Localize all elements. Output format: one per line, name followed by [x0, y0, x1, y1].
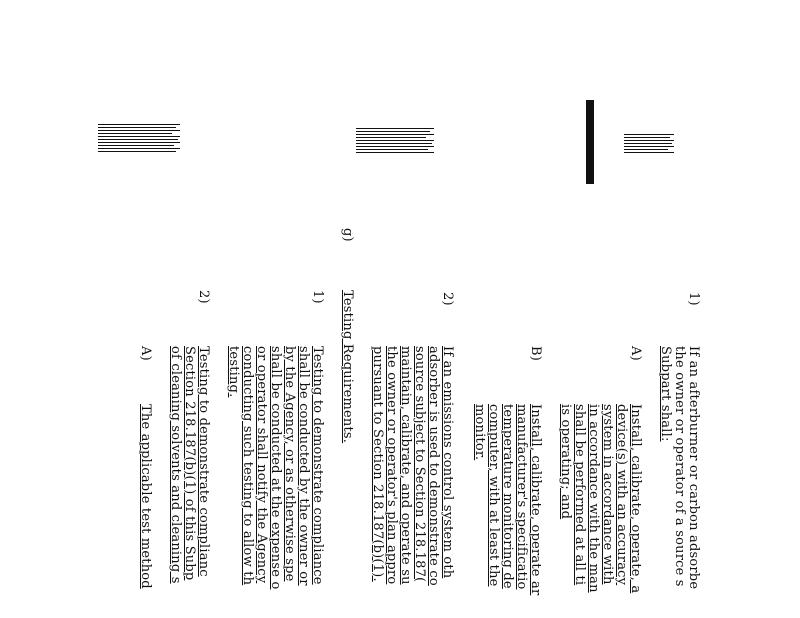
- p2-line-3: source subject to Section 218.187(: [412, 346, 427, 583]
- t1-line-2: shall be conducted by the owner or: [296, 346, 311, 586]
- pa-line-1: Install, calibrate, operate, a: [628, 404, 643, 594]
- pb-line-4: computer, with at least the: [486, 404, 501, 587]
- p2-line-5: the owner or operator's plan appro: [384, 346, 399, 585]
- label-item-a-testing: A): [138, 346, 153, 361]
- pa-line-5: shall be performed at all ti: [572, 404, 587, 586]
- t1-line-1: Testing to demonstrate compliance: [310, 346, 325, 585]
- t1-line-4: shall be conducted at the expense o: [268, 346, 283, 590]
- t2-line-1: Testing to demonstrate complianc: [196, 346, 211, 577]
- pa-line-4: in accordance with the man: [586, 404, 601, 593]
- p2-line-1: If an emissions control system oth: [440, 346, 455, 579]
- label-item-1-testing: 1): [310, 290, 325, 304]
- margin-tick-group-middle: [356, 128, 434, 155]
- pb-line-2: manufacturer's specificatio: [514, 404, 529, 590]
- pb-line-5: monitor.: [472, 404, 487, 461]
- t2-line-2: Section 218.187(b)(1) of this Subp: [182, 346, 197, 581]
- label-item-2-testing: 2): [196, 290, 211, 304]
- margin-bar-mark: [586, 100, 594, 184]
- margin-tick-group-right: [624, 134, 674, 155]
- section-g-heading: Testing Requirements.: [340, 290, 355, 444]
- pa-line-2: device(s) with an accuracy: [614, 404, 629, 586]
- p1-line-2: the owner or operator of a source s: [672, 346, 687, 587]
- t1-line-5: or operator shall notify the Agency: [254, 346, 269, 584]
- pa-line-3: system in accordance with: [600, 404, 615, 585]
- label-item-2-top: 2): [440, 292, 455, 306]
- label-item-b-top: B): [528, 346, 543, 362]
- pb-line-1: Install, calibrate, operate ar: [528, 404, 543, 596]
- p1-line-1: If an afterburner or carbon adsorbe: [686, 346, 701, 590]
- margin-tick-group-left: [98, 124, 180, 154]
- p2-line-2: adsorber is used to demonstrate co: [426, 346, 441, 586]
- pa-line-6: is operating; and: [558, 404, 573, 520]
- p1-line-3: Subpart shall:: [658, 346, 673, 442]
- p2-line-4: maintain, calibrate, and operate su: [398, 346, 413, 585]
- label-section-g: g): [340, 228, 355, 242]
- t1-line-3: by the Agency, or as otherwise spe: [282, 346, 297, 582]
- ta-line-1: The applicable test method: [138, 404, 153, 589]
- p2-line-6: pursuant to Section 218.187(b)(1).: [370, 346, 385, 582]
- pb-line-3: temperature monitoring de: [500, 404, 515, 589]
- t2-line-3: of cleaning solvents and cleaning s: [168, 346, 183, 584]
- label-item-1-top: 1): [686, 292, 701, 306]
- t1-line-6: conducting such testing to allow th: [240, 346, 255, 586]
- label-item-a-top: A): [628, 346, 643, 361]
- t1-line-7: testing.: [226, 346, 241, 398]
